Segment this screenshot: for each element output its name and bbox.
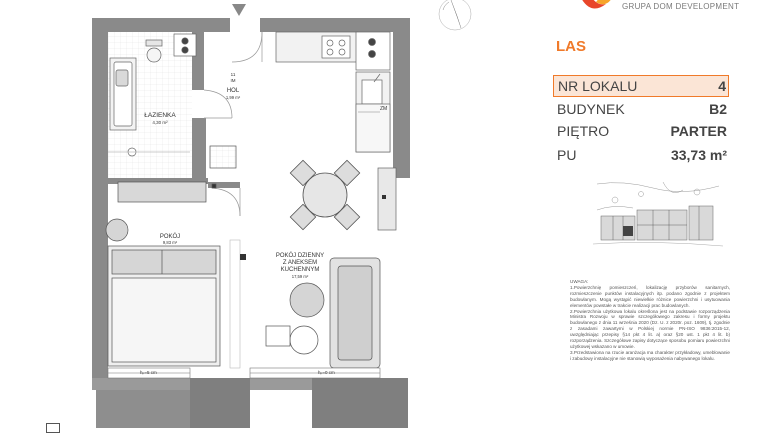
shelf xyxy=(210,146,236,168)
info-label: BUDYNEK xyxy=(557,101,625,117)
cabinet xyxy=(378,168,396,230)
dzienny-line3: KUCHENNYM xyxy=(280,267,320,273)
door-swings xyxy=(204,32,262,216)
hol-area: 1,99 m² xyxy=(225,95,241,100)
pokoj-name: POKÓJ xyxy=(159,234,181,240)
hol-index: 11 xyxy=(230,72,236,77)
brand xyxy=(600,0,739,14)
info-value: B2 xyxy=(709,101,727,117)
info-row-nr-lokalu xyxy=(553,75,729,97)
side-table xyxy=(266,326,290,346)
bedroom-door-swing xyxy=(212,188,240,216)
pokoj-area: 9,83 m² xyxy=(162,240,178,245)
wall-top-left xyxy=(92,18,230,32)
sink xyxy=(362,80,382,104)
note-item: 2.Powierzchnia użytkowa lokalu określona jest na podstawie rozporządzenia Ministra Rozwoju w sprawie szczegółowego zakresu i formy projektu budowlanego z dnia 11 września 2020 (Dz. U. z 2020r. poz. 1609), tj. zgodnie z zasadami zawartymi w Polskiej normie PN-ISO 9836:2015-12, uwzględniając przepisy §14 pkt 4 lit. a) oraz §20 ust. 1 pkt 4 lit. b) rozporządzenia. Szczegółowe zapisy dotyczące sposobu pomiaru powierzchni użytkowej wskazano w umowie. xyxy=(570,308,730,349)
wall-left xyxy=(92,18,108,378)
dzienny-line1: POKÓJ DZIENNY xyxy=(275,253,325,259)
entrance-arrow-icon xyxy=(232,4,246,16)
info-row-budynek xyxy=(553,98,729,120)
wall-bath-lower xyxy=(192,118,206,180)
kitchen-counter xyxy=(276,32,390,152)
wardrobe xyxy=(118,182,206,202)
outlet xyxy=(382,195,386,199)
info-value: 4 xyxy=(718,78,726,94)
info-value: PARTER xyxy=(670,123,727,139)
unit-marker xyxy=(623,226,633,236)
info-row-pietro xyxy=(553,120,729,142)
dzienny-line2: Z ANEKSEM xyxy=(282,260,318,266)
sill-right: hₚ=0 cm xyxy=(318,370,335,375)
info-label: NR LOKALU xyxy=(558,78,638,94)
sill-left: hₚ=5 cm xyxy=(140,370,157,375)
dzienny-area: 17,59 m² xyxy=(291,274,309,279)
cooktop xyxy=(322,36,350,58)
note-item: 1.Powierzchnię pomieszczeń, lokalizację przyborów sanitarnych, rozmieszczenie punktów instalacyjnych itp. podano zgodnie z projektem budowlanym. Mogą wystąpić niewielkie różnice powierzchni i usytuowania elementów powstałe w trakcie realizacji prac budowlanych. xyxy=(570,284,730,308)
pillar-bottom-right xyxy=(312,378,408,428)
wall-right xyxy=(393,18,410,178)
pillows xyxy=(112,250,216,274)
site-minimap xyxy=(593,180,723,250)
project-name: LAS xyxy=(556,38,586,55)
hol-code: IM xyxy=(230,78,236,83)
notes-title: UWAGA: xyxy=(570,279,589,284)
entrance-door-swing xyxy=(232,32,262,62)
info-label: PIĘTRO xyxy=(557,123,610,139)
hol-name: HOL xyxy=(226,88,240,94)
outlet xyxy=(240,254,246,260)
armchair xyxy=(290,326,318,354)
lazienka-name: ŁAZIENKA xyxy=(144,112,176,119)
compass-icon xyxy=(439,0,471,30)
info-label: PU xyxy=(557,147,577,163)
dining-set xyxy=(290,160,359,229)
corner-mark xyxy=(46,423,60,433)
info-value: 33,73 m² xyxy=(670,147,727,163)
lazienka-area: 4,30 m² xyxy=(152,120,168,125)
bedside-lamp xyxy=(106,219,128,241)
wall-top-right xyxy=(260,18,410,32)
pillar-bottom-left xyxy=(190,378,250,428)
zm-label: ZM xyxy=(380,106,388,112)
wall-bottom-left xyxy=(96,390,190,428)
coffee-table xyxy=(290,283,324,317)
duvet xyxy=(112,278,216,362)
info-row-pu xyxy=(553,144,729,166)
living-furniture xyxy=(266,258,380,368)
partition-glass xyxy=(230,240,240,368)
toilet xyxy=(147,48,161,62)
note-item: 3.Przedstawiona na rzucie aranżacja ma charakter przykładowy, umeblowanie i zabudowy instalacyjne nie stanowią wyposażenia nabywanego lokalu. xyxy=(570,349,730,361)
notes xyxy=(570,279,730,362)
brand-name: GRUPA DOM DEVELOPMENT xyxy=(622,1,740,11)
dining-table xyxy=(303,173,347,217)
